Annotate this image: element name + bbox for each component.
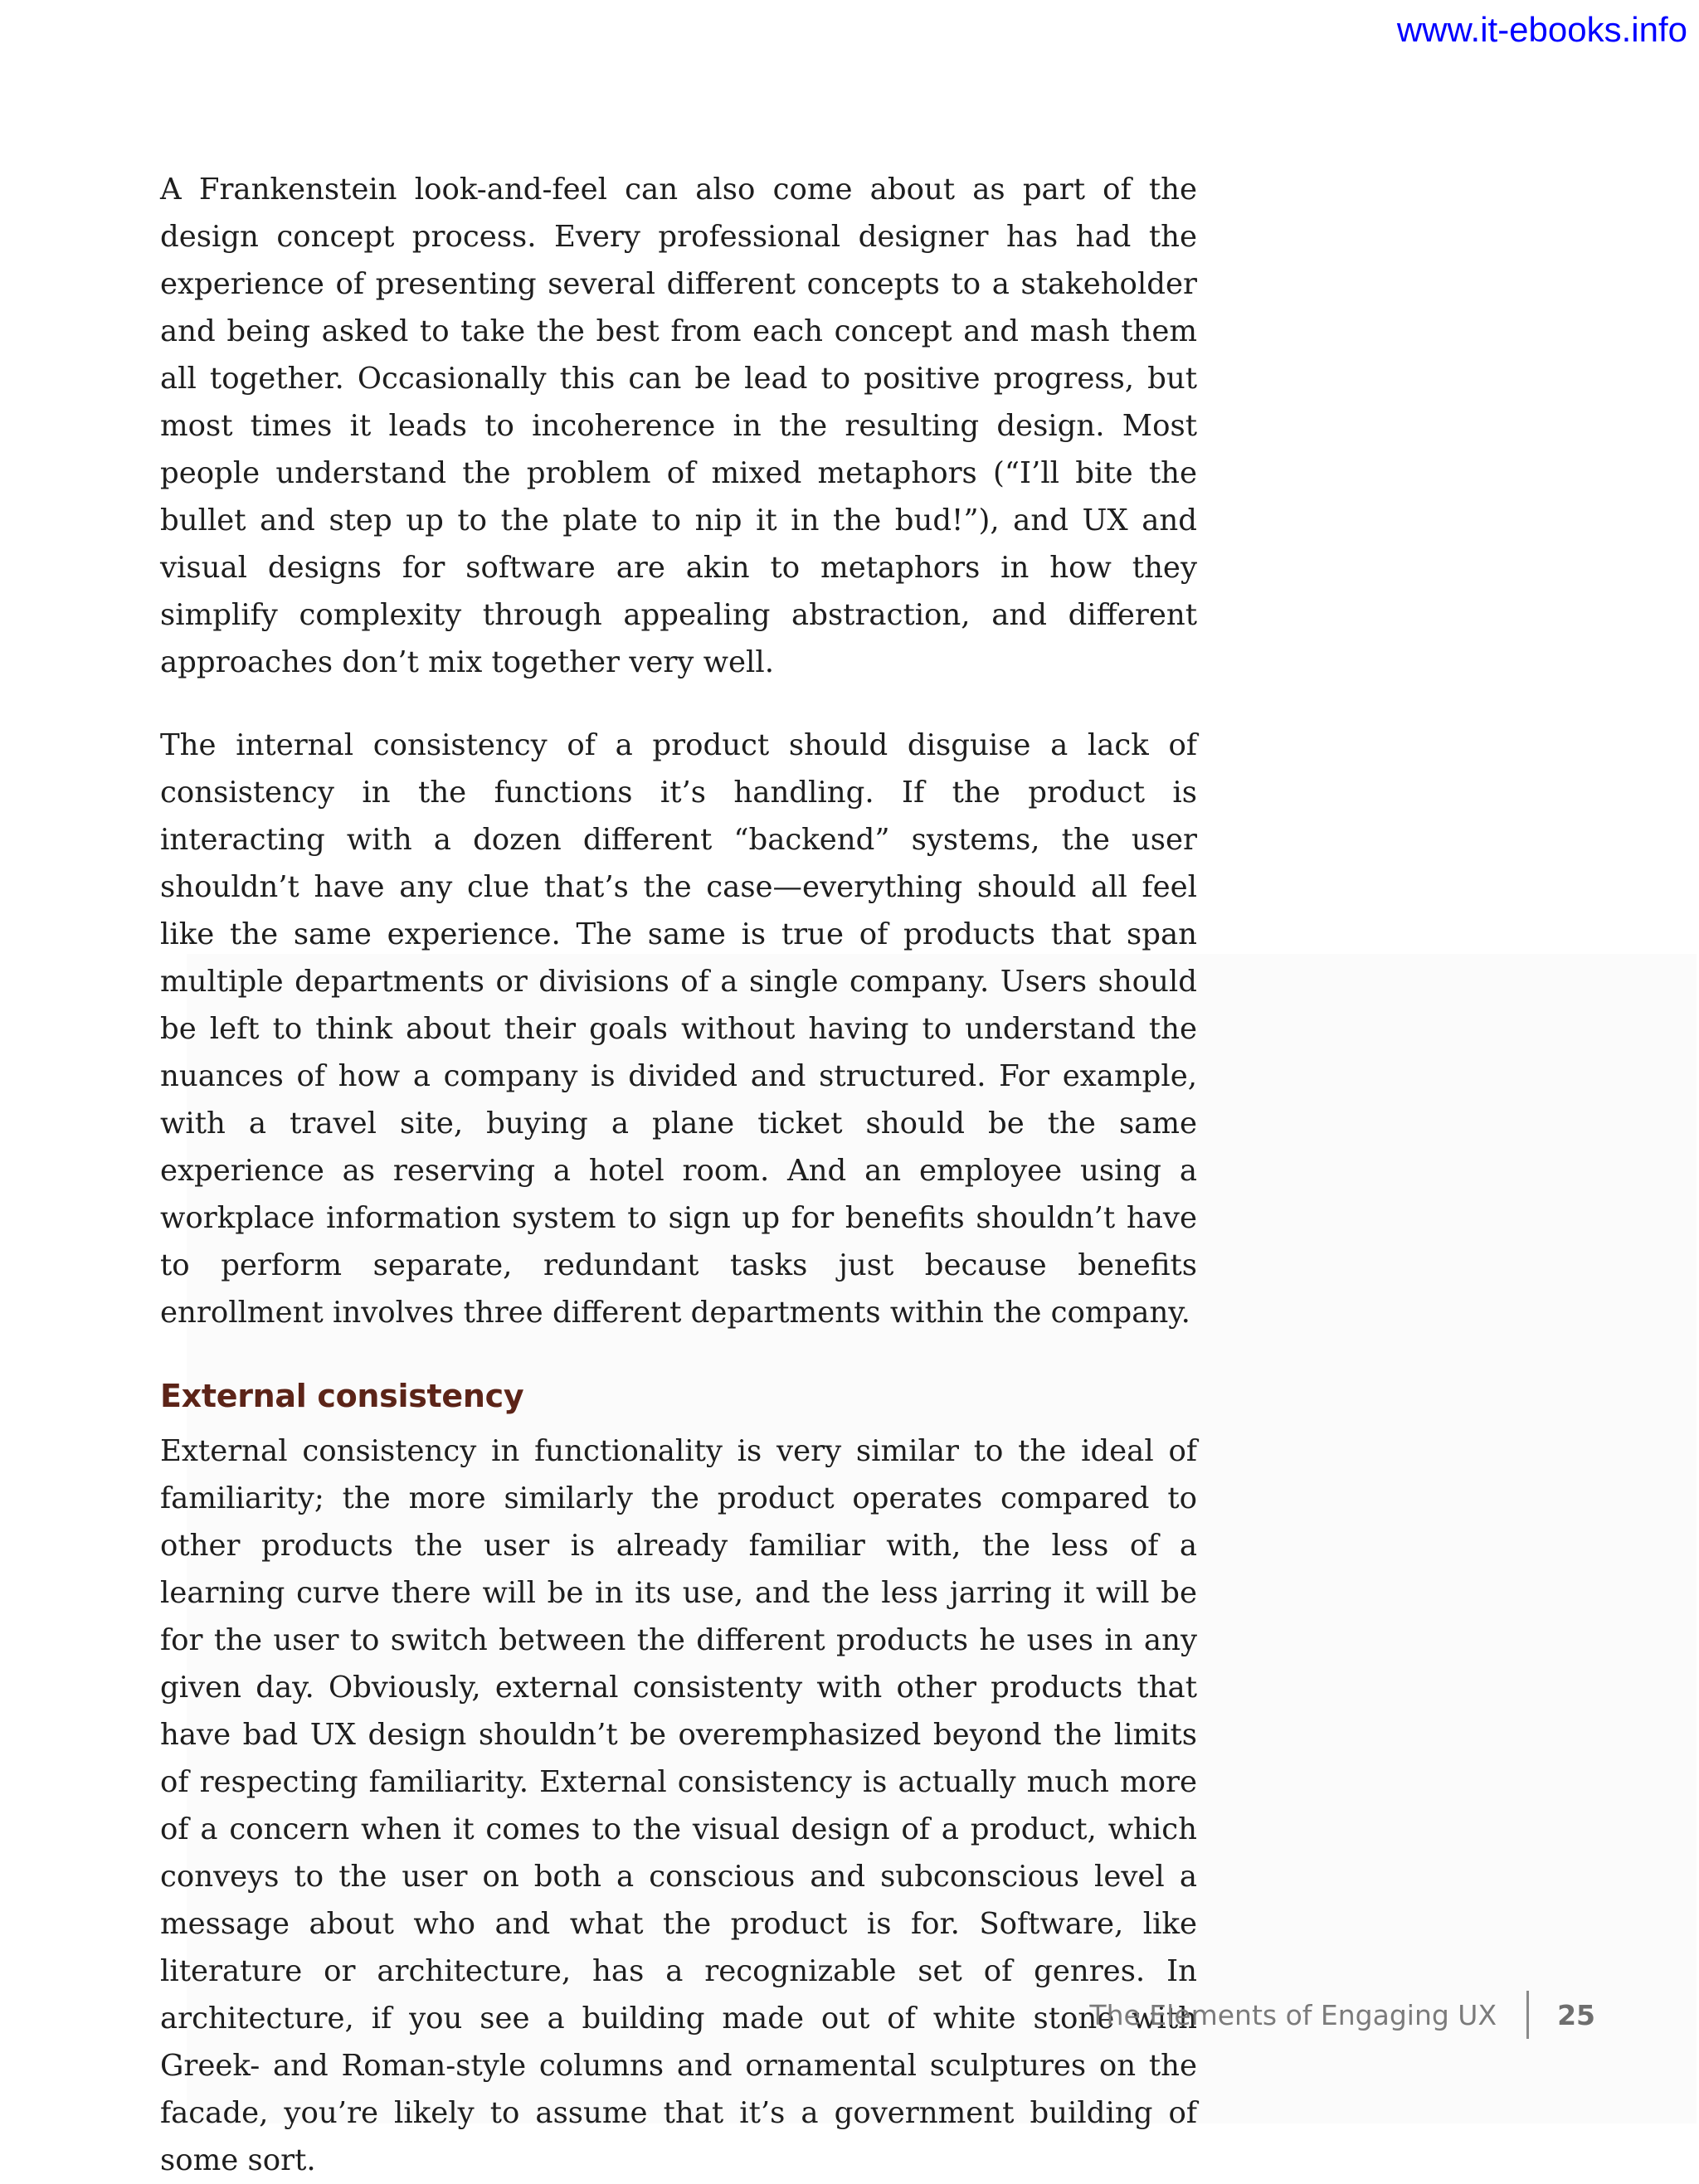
section-heading: External consistency: [160, 1378, 524, 1414]
page-footer: [1089, 1989, 1595, 2041]
watermark-link[interactable]: www.it-ebooks.info: [1396, 10, 1687, 49]
page-body: [160, 166, 1197, 2184]
body-paragraph-3: External consistency in functionality is very similar to the ideal of familiarity; the more similarly the product operates compared to other products the user is already familiar with, the less of a learning curve there will be in its use, and the less jarring it will be for the user to switch between the different products he uses in any given day. Obviously, external consistenty with other products that have bad UX design shouldn’t be overemphasized beyond the limits of respecting familiarity. External consistency is actually much more of a concern when it comes to the visual design of a product, which conveys to the user on both a conscious and subconscious level a message about who and what the product is for. Software, like literature or architecture, has a recognizable set of genres. In architecture, if you see a building made out of white stone with Greek- and Roman-style columns and ornamental sculptures on the facade, you’re likely to assume that it’s a government building of some sort.: [160, 1434, 1197, 2177]
page-number: 25: [1557, 1998, 1595, 2031]
footer-book-title: The Elements of Engaging UX: [1089, 1998, 1497, 2031]
footer-divider: [1526, 1991, 1529, 2039]
body-paragraph-2: The internal consistency of a product should disguise a lack of consistency in the functions it’s handling. If the product is interacting with a dozen different “backend” systems, the user shouldn’t have any clue that’s the case—everything should all feel like the same experience. The same is true of products that span multiple departments or divisions of a single company. Users should be left to think about their goals without having to understand the nuances of how a company is divided and structured. For example, with a travel site, buying a plane ticket should be the same experience as reserving a hotel room. And an employee using a workplace information system to sign up for benefits shouldn’t have to perform separate, redundant tasks just because benefits enrollment involves three different departments within the company.: [160, 728, 1197, 1330]
body-paragraph-1: A Frankenstein look-and-feel can also come about as part of the design concept process. Every professional designer has had the experience of presenting several different concepts to a stakeholder and being asked to take the best from each concept and mash them all together. Occasionally this can be lead to positive progress, but most times it leads to incoherence in the resulting design. Most people understand the problem of mixed metaphors (“I’ll bite the bullet and step up to the plate to nip it in the bud!”), and UX and visual designs for software are akin to metaphors in how they simplify complexity through appealing abstraction, and different approaches don’t mix together very well.: [160, 173, 1197, 679]
